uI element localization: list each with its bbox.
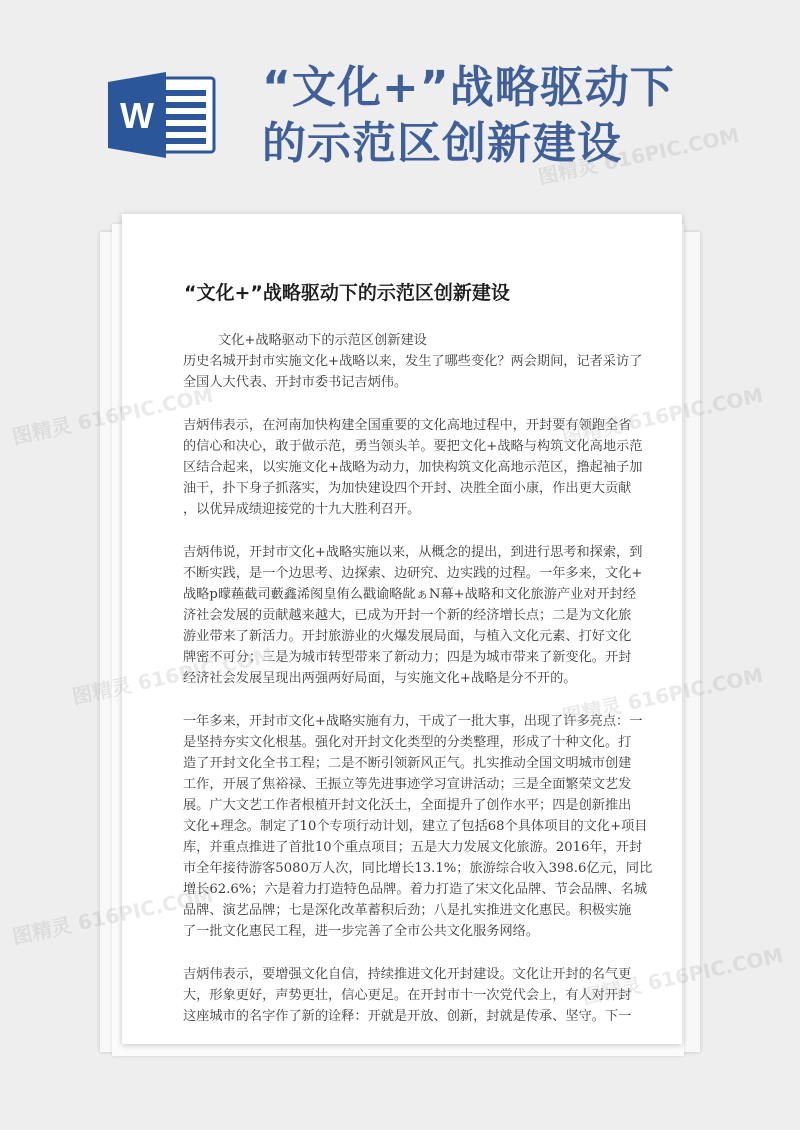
text-line: 了一批文化惠民工程，进一步完善了全市公共文化服务网络。 bbox=[183, 924, 540, 939]
text-line: 全国人大代表、开封市委书记吉炳伟。 bbox=[183, 375, 408, 390]
paragraph bbox=[183, 964, 653, 1027]
paragraph bbox=[183, 351, 653, 393]
text-line: 市全年接待游客5080万人次，同比增长13.1%；旅游综合收入398.6亿元，同比 bbox=[183, 861, 653, 876]
text-line: 造了开封文化全书工程；二是不断引领新风正气。扎实推动全国文明城市创建 bbox=[183, 756, 632, 771]
text-line: 吉炳伟说，开封市文化+战略实施以来，从概念的提出，到进行思考和探索，到 bbox=[183, 545, 643, 560]
text-line: 文化+理念。制定了10个专项行动计划，建立了包括68个具体项目的文化+项目 bbox=[183, 819, 648, 834]
text-line: 战略p曚蘓截司藪鑫浠阂皇侑么戳谕略龀ぁN幕+战略和文化旅游产业对开封经 bbox=[183, 587, 637, 602]
text-line: 游业带来了新活力。开封旅游业的火爆发展局面，与植入文化元素、打好文化 bbox=[183, 629, 632, 644]
banner-title bbox=[262, 60, 722, 172]
text-line: 牌密不可分；三是为城市转型带来了新动力；四是为城市带来了新变化。开封 bbox=[183, 650, 632, 665]
text-line: 油干，扑下身子抓落实，为加快建设四个开封、决胜全面小康，作出更大贡献 bbox=[183, 481, 632, 496]
text-line: 增长62.6%；六是着力打造特色品牌。着力打造了宋文化品牌、节会品牌、名城 bbox=[183, 882, 647, 897]
text-line: 吉炳伟表示，要增强文化自信，持续推进文化开封建设。文化让开封的名气更 bbox=[183, 967, 632, 982]
text-line: 工作，开展了焦裕禄、王振立等先进事迹学习宣讲活动；三是全面繁荣文艺发 bbox=[183, 777, 632, 792]
watermark: 图精灵 616PIC.COM bbox=[536, 122, 742, 189]
watermark: 图精灵 616PIC.COM bbox=[70, 642, 276, 709]
text-line: 不断实践，是一个边思考、边探索、边研究、边实践的过程。一年多来，文化+ bbox=[183, 566, 643, 581]
text-line: 吉炳伟表示，在河南加快构建全国重要的文化高地过程中，开封要有领跑全省 bbox=[183, 418, 632, 433]
document-title: “文化+”战略驱动下的示范区创新建设 bbox=[184, 282, 510, 304]
paragraph bbox=[183, 711, 653, 942]
document-page bbox=[122, 214, 682, 1044]
svg-text:W: W bbox=[120, 95, 154, 136]
text-line: 区结合起来，以实施文化+战略为动力，加快构筑文化高地示范区，撸起袖子加 bbox=[183, 460, 643, 475]
text-line: 是坚持夯实文化根基。强化对开封文化类型的分类整理，形成了十种文化。打 bbox=[183, 735, 632, 750]
banner-title-line: 的示范区创新建设 bbox=[262, 118, 622, 169]
text-line: 展。广大文艺工作者根植开封文化沃土，全面提升了创作水平；四是创新推出 bbox=[183, 798, 632, 813]
watermark: 图精灵 616PIC.COM bbox=[10, 382, 216, 449]
text-line: 大，形象更好，声势更壮，信心更足。在开封市十一次党代会上，有人对开封 bbox=[183, 988, 632, 1003]
text-line: 这座城市的名字作了新的诠释：开就是开放、创新，封就是传承、坚守。下一 bbox=[183, 1009, 632, 1024]
header-banner bbox=[0, 0, 800, 200]
text-line: ，以优异成绩迎接党的十九大胜利召开。 bbox=[183, 502, 421, 517]
document-body bbox=[183, 330, 653, 1044]
text-line: 一年多来，开封市文化+战略实施有力，干成了一批大事，出现了许多亮点：一 bbox=[183, 714, 643, 729]
paragraph bbox=[183, 415, 653, 520]
paragraph bbox=[183, 542, 653, 689]
watermark: 图精灵 616PIC.COM bbox=[580, 942, 786, 1009]
text-line: 库，并重点推进了首批10个重点项目；五是大力发展文化旅游。2016年，开封 bbox=[183, 840, 643, 855]
watermark: 图精灵 616PIC.COM bbox=[560, 382, 766, 449]
text-line: 的信心和决心，敢于做示范，勇当领头羊。要把文化+战略与构筑文化高地示范 bbox=[183, 439, 643, 454]
text-line: 历史名城开封市实施文化+战略以来，发生了哪些变化？两会期间，记者采访了 bbox=[183, 354, 643, 369]
banner-title-line: “文化+”战略驱动下 bbox=[262, 62, 675, 113]
watermark: 图精灵 616PIC.COM bbox=[560, 662, 766, 729]
document-subtitle: 文化+战略驱动下的示范区创新建设 bbox=[218, 333, 427, 348]
text-line: 经济社会发展呈现出两强两好局面，与实施文化+战略是分不开的。 bbox=[183, 671, 577, 686]
word-icon bbox=[108, 72, 218, 158]
watermark: 图精灵 616PIC.COM bbox=[10, 882, 216, 949]
text-line: 品牌、演艺品牌；七是深化改革蓄积后劲；八是扎实推进文化惠民。积极实施 bbox=[183, 903, 632, 918]
text-line: 济社会发展的贡献越来越大，已成为开封一个新的经济增长点；二是为文化旅 bbox=[183, 608, 632, 623]
